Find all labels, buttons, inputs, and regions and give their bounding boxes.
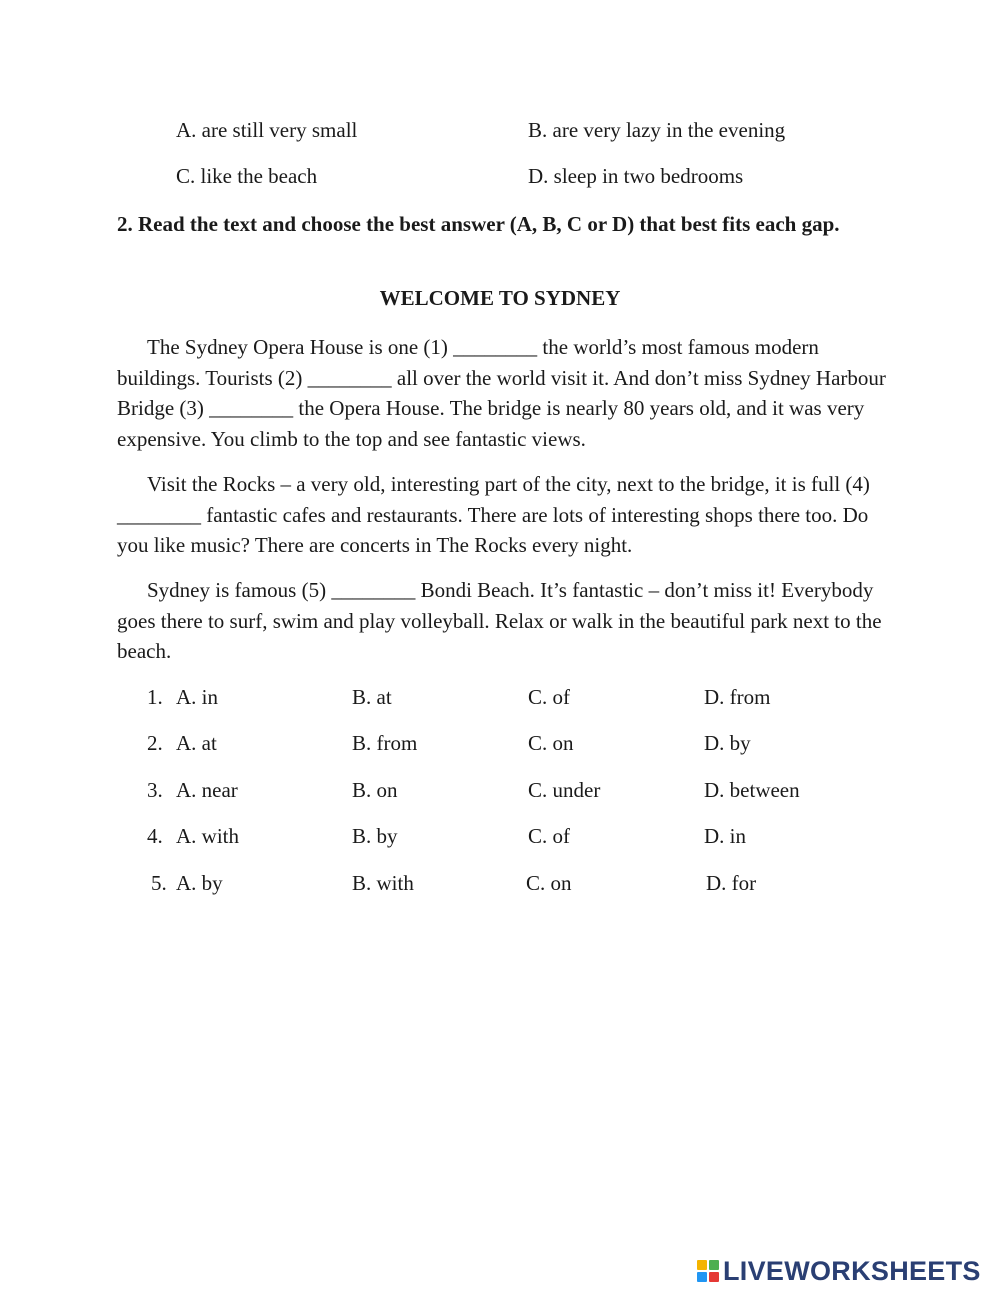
choice-c[interactable]: C. on	[528, 731, 574, 755]
choice-b[interactable]: B. with	[352, 871, 414, 895]
choice-row-2	[0, 731, 1000, 761]
option-c[interactable]: C. like the beach	[176, 164, 318, 188]
logo-block	[709, 1272, 719, 1282]
choice-c[interactable]: C. on	[526, 871, 572, 895]
paragraph-3: Sydney is famous (5) ________ Bondi Beach. It’s fantastic – don’t miss it! Everybody goes there to surf, swim and play volleyball. Relax or walk in the beautiful park next to the beach.	[117, 578, 882, 663]
logo-blocks-icon	[697, 1260, 719, 1282]
choice-row-1	[0, 685, 1000, 715]
choice-b[interactable]: B. by	[352, 824, 398, 848]
option-b[interactable]: B. are very lazy in the evening	[528, 118, 786, 142]
choice-b[interactable]: B. at	[352, 685, 392, 709]
choice-number: 2.	[147, 731, 163, 755]
choice-number: 1.	[147, 685, 163, 709]
logo-text: LIVEWORKSHEETS	[723, 1255, 981, 1286]
choice-d[interactable]: D. for	[706, 871, 757, 895]
choice-row-3	[0, 778, 1000, 808]
choice-c[interactable]: C. of	[528, 685, 570, 709]
choice-number: 3.	[147, 778, 163, 802]
choice-a[interactable]: A. at	[176, 731, 217, 755]
choice-d[interactable]: D. by	[704, 731, 751, 755]
choice-d[interactable]: D. between	[704, 778, 800, 802]
option-d[interactable]: D. sleep in two bedrooms	[528, 164, 744, 188]
choice-c[interactable]: C. under	[528, 778, 601, 802]
choice-number: 4.	[147, 824, 163, 848]
passage-title: WELCOME TO SYDNEY	[379, 286, 621, 310]
choice-row-5	[0, 871, 1000, 901]
option-a[interactable]: A. are still very small	[176, 118, 358, 142]
choice-d[interactable]: D. in	[704, 824, 746, 848]
liveworksheets-logo	[697, 1255, 981, 1287]
choice-b[interactable]: B. from	[352, 731, 418, 755]
choice-row-4	[0, 824, 1000, 854]
choice-a[interactable]: A. near	[176, 778, 238, 802]
paragraph-1: The Sydney Opera House is one (1) ________ the world’s most famous modern buildings. Tourists (2) ________ all over the world visit it. And don’t miss Sydney Harbour Bridge (3) ________ the Opera House. The bridge is nearly 80 years old, and it was very expensive. You climb to the top and see fantastic views.	[117, 335, 886, 451]
choice-d[interactable]: D. from	[704, 685, 771, 709]
question-prompt: 2. Read the text and choose the best answer (A, B, C or D) that best fits each gap.	[117, 212, 840, 236]
paragraph-2: Visit the Rocks – a very old, interesting part of the city, next to the bridge, it is full (4) ________ fantastic cafes and restaurants. There are lots of interesting shops there too. Do you like music? There are concerts in The Rocks every night.	[117, 472, 870, 557]
choice-a[interactable]: A. with	[176, 824, 239, 848]
logo-block	[697, 1260, 707, 1270]
logo-block	[697, 1272, 707, 1282]
choice-b[interactable]: B. on	[352, 778, 398, 802]
choice-a[interactable]: A. by	[176, 871, 223, 895]
logo-block	[709, 1260, 719, 1270]
choice-c[interactable]: C. of	[528, 824, 570, 848]
choice-number: 5.	[151, 871, 167, 895]
choice-a[interactable]: A. in	[176, 685, 218, 709]
